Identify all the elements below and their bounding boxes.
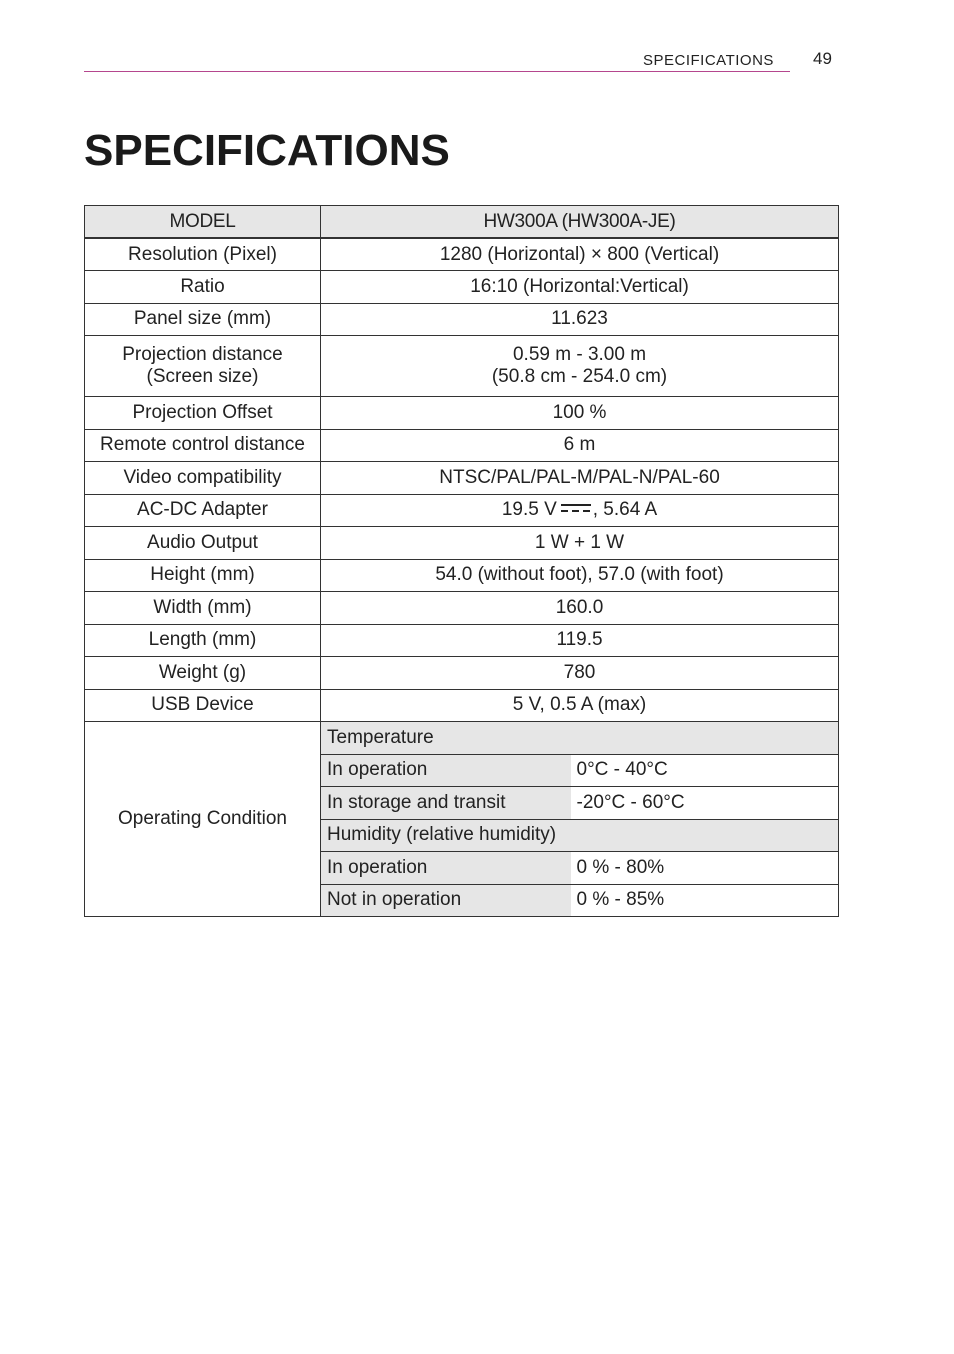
spec-value: 16:10 (Horizontal:Vertical) — [321, 271, 839, 304]
condition-label: In storage and transit — [321, 787, 571, 820]
spec-label: USB Device — [85, 689, 321, 722]
spec-label: Remote control distance — [85, 429, 321, 462]
spec-value: 5 V, 0.5 A (max) — [321, 689, 839, 722]
spec-value: 54.0 (without foot), 57.0 (with foot) — [321, 559, 839, 592]
dc-current-icon — [561, 503, 591, 513]
spec-value — [321, 494, 839, 527]
condition-value: 0 % - 80% — [571, 852, 839, 885]
page-title: SPECIFICATIONS — [84, 126, 450, 175]
spec-label: Panel size (mm) — [85, 303, 321, 336]
condition-value: 0°C - 40°C — [571, 754, 839, 787]
table-row — [85, 689, 839, 722]
spec-label-line: (Screen size) — [146, 366, 259, 387]
operating-condition-label: Operating Condition — [85, 722, 321, 917]
spec-value: 780 — [321, 657, 839, 690]
spec-label: Ratio — [85, 271, 321, 304]
table-row — [85, 336, 839, 397]
specifications-table — [84, 205, 839, 917]
header-divider — [84, 71, 790, 72]
spec-value: 1 W + 1 W — [321, 527, 839, 560]
table-row — [85, 238, 839, 271]
humidity-heading: Humidity (relative humidity) — [321, 819, 839, 852]
spec-value — [321, 336, 839, 397]
table-header-row — [85, 206, 839, 239]
spec-value: 6 m — [321, 429, 839, 462]
table-row — [85, 527, 839, 560]
temperature-heading: Temperature — [321, 722, 839, 755]
condition-label: Not in operation — [321, 884, 571, 917]
running-header-section: SPECIFICATIONS — [643, 52, 774, 69]
spec-label: Projection Offset — [85, 397, 321, 430]
spec-value: 11.623 — [321, 303, 839, 336]
spec-label: AC-DC Adapter — [85, 494, 321, 527]
model-header-value: HW300A (HW300A-JE) — [321, 206, 839, 239]
table-row — [85, 271, 839, 304]
table-row — [85, 429, 839, 462]
spec-label: Video compatibility — [85, 462, 321, 495]
condition-label: In operation — [321, 754, 571, 787]
spec-value: 119.5 — [321, 624, 839, 657]
spec-value-line: 0.59 m - 3.00 m — [512, 344, 647, 365]
spec-label: Height (mm) — [85, 559, 321, 592]
spec-value-line: (50.8 cm - 254.0 cm) — [491, 366, 668, 387]
spec-value: 1280 (Horizontal) × 800 (Vertical) — [321, 238, 839, 271]
spec-value-part: 19.5 V — [501, 499, 557, 521]
condition-value: -20°C - 60°C — [571, 787, 839, 820]
table-row — [85, 722, 839, 755]
table-row — [85, 303, 839, 336]
table-row — [85, 462, 839, 495]
spec-label-line: Projection distance — [122, 344, 283, 365]
model-header-label: MODEL — [85, 206, 321, 239]
spec-value: 100 % — [321, 397, 839, 430]
spec-value: NTSC/PAL/PAL-M/PAL-N/PAL-60 — [321, 462, 839, 495]
spec-label: Length (mm) — [85, 624, 321, 657]
condition-label: In operation — [321, 852, 571, 885]
table-row — [85, 494, 839, 527]
table-row — [85, 624, 839, 657]
spec-label: Width (mm) — [85, 592, 321, 625]
page-number: 49 — [813, 49, 832, 68]
table-row — [85, 397, 839, 430]
spec-value-part: , 5.64 A — [592, 499, 658, 521]
spec-label: Weight (g) — [85, 657, 321, 690]
spec-label — [85, 336, 321, 397]
condition-value: 0 % - 85% — [571, 884, 839, 917]
table-row — [85, 592, 839, 625]
spec-value: 160.0 — [321, 592, 839, 625]
table-row — [85, 559, 839, 592]
spec-label: Resolution (Pixel) — [85, 238, 321, 271]
spec-label: Audio Output — [85, 527, 321, 560]
table-row — [85, 657, 839, 690]
